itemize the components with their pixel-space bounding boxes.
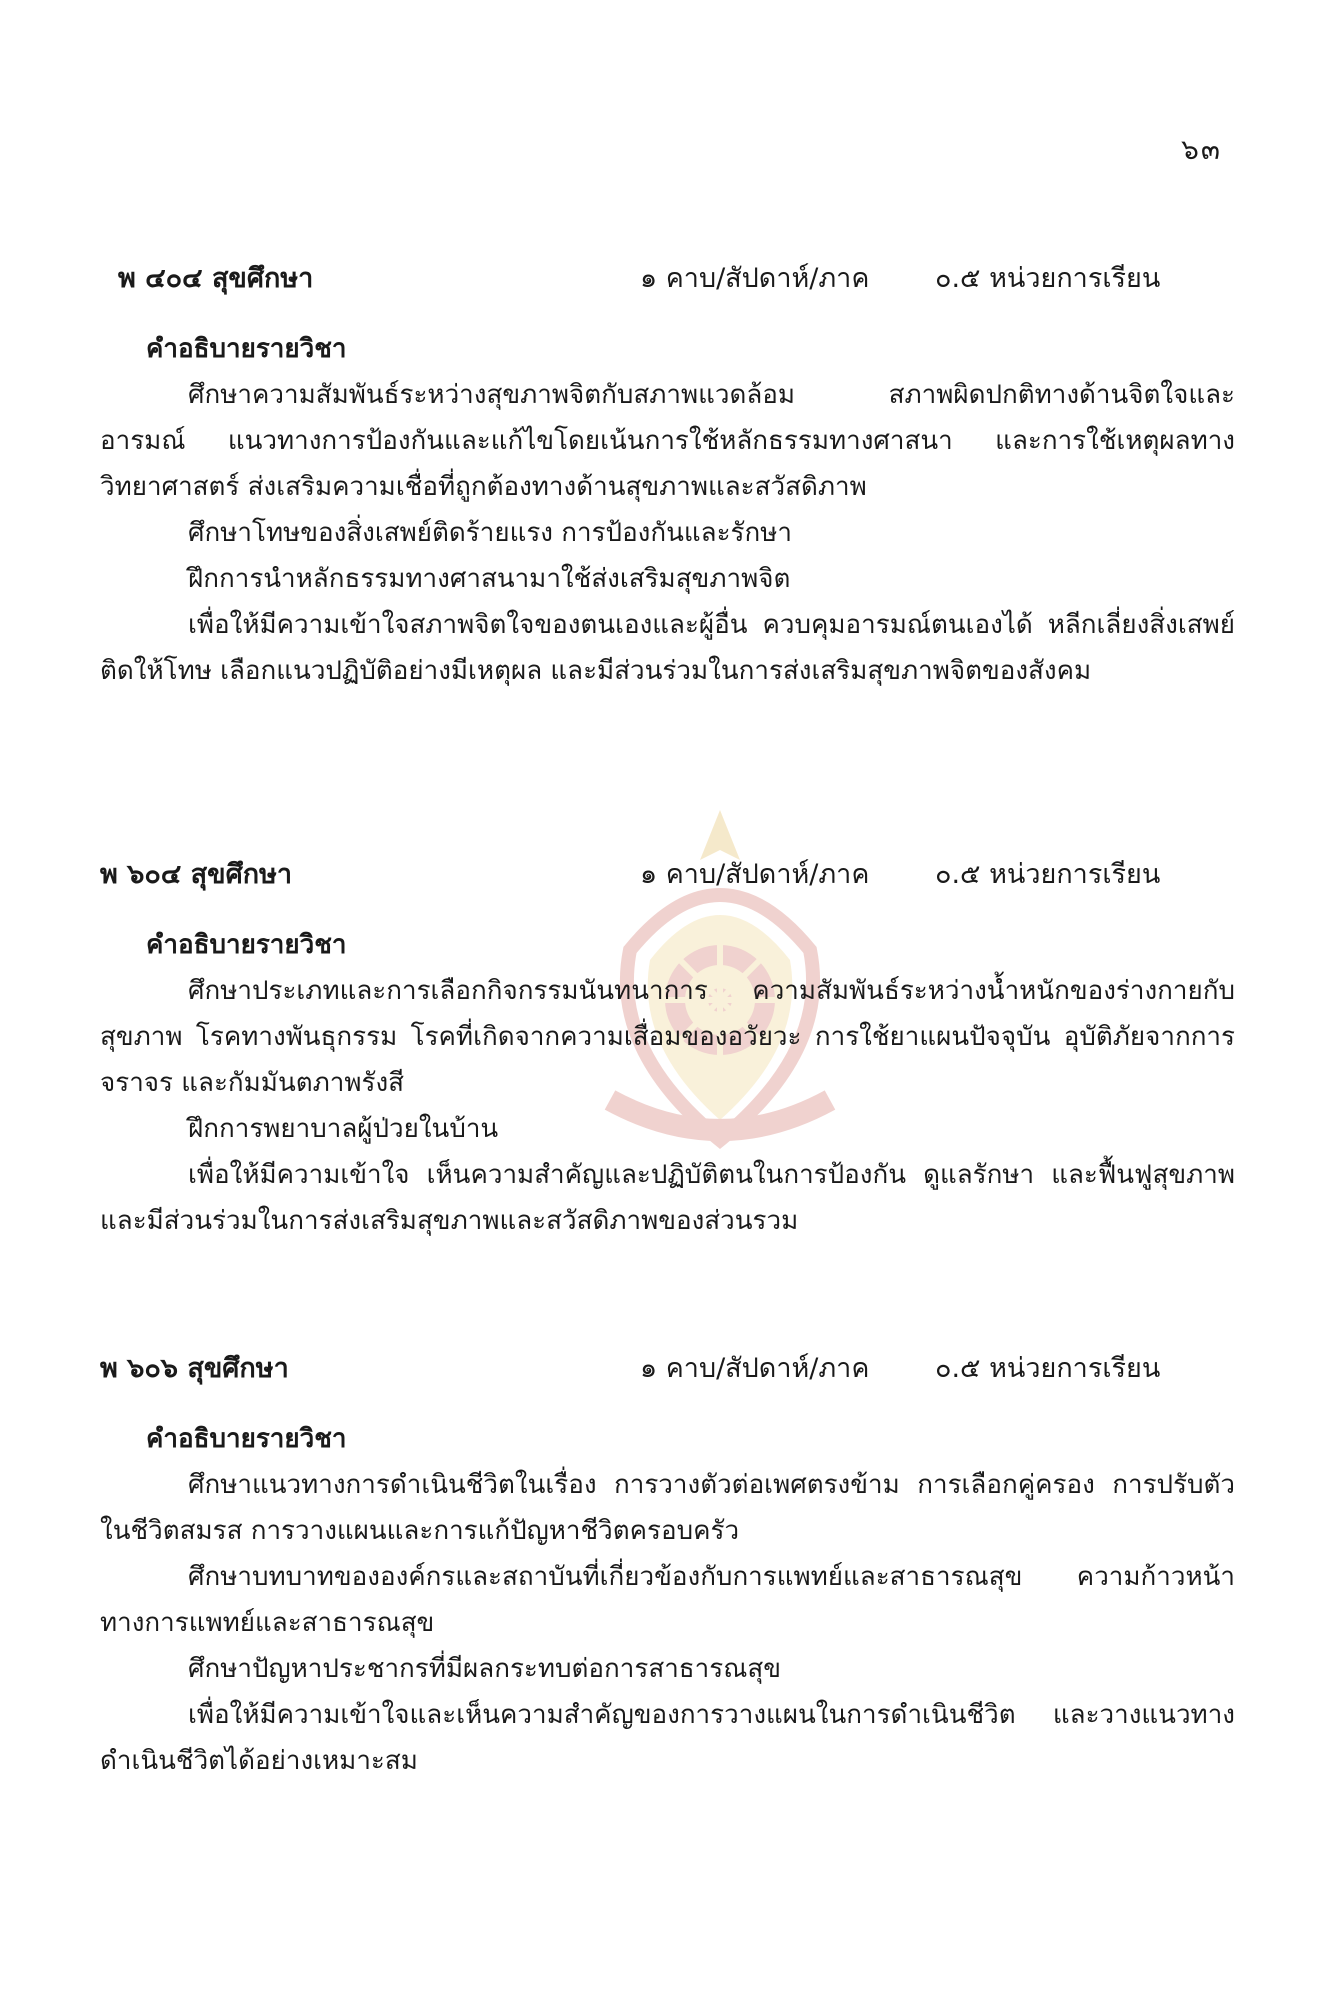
course-paragraph: ศึกษาโทษของสิ่งเสพย์ติดร้ายแรง การป้องกันและรักษา <box>188 518 792 548</box>
course-code: พ ๖๐๔ สุขศึกษา <box>100 859 293 890</box>
course-hours: ๑ คาบ/สัปดาห์/ภาค <box>640 1353 870 1384</box>
course-description-title: คำอธิบายรายวิชา <box>146 930 347 960</box>
course-code: พ ๔๐๔ สุขศึกษา <box>118 263 314 294</box>
course-heading <box>100 256 1235 300</box>
course-paragraph: เพื่อให้มีความเข้าใจและเห็นความสำคัญของการวางแผนในการดำเนินชีวิต และวางแนวทางดำเนินชีวิตได้อย่างเหมาะสม <box>100 1700 1235 1776</box>
course-paragraph: ฝึกการนำหลักธรรมทางศาสนามาใช้ส่งเสริมสุขภาพจิต <box>188 564 791 594</box>
course-paragraph: เพื่อให้มีความเข้าใจสภาพจิตใจของตนเองและผู้อื่น ควบคุมอารมณ์ตนเองได้ หลีกเลี่ยงสิ่งเสพย์ติดให้โทษ เลือกแนวปฏิบัติอย่างมีเหตุผล และมีส่วนร่วมในการส่งเสริมสุขภาพจิตของสังคม <box>100 610 1235 686</box>
course-credits: ๐.๕ หน่วยการเรียน <box>935 1353 1161 1384</box>
course-hours: ๑ คาบ/สัปดาห์/ภาค <box>640 263 870 294</box>
course-section-3 <box>100 1346 1235 1784</box>
course-paragraph: ศึกษาแนวทางการดำเนินชีวิตในเรื่อง การวางตัวต่อเพศตรงข้าม การเลือกคู่ครอง การปรับตัวในชีวิตสมรส การวางแผนและการแก้ปัญหาชีวิตครอบครัว <box>100 1470 1235 1546</box>
course-section-2 <box>100 852 1235 1244</box>
course-credits: ๐.๕ หน่วยการเรียน <box>935 859 1161 890</box>
course-paragraph: เพื่อให้มีความเข้าใจ เห็นความสำคัญและปฏิบัติตนในการป้องกัน ดูแลรักษา และฟื้นฟูสุขภาพ และมีส่วนร่วมในการส่งเสริมสุขภาพและสวัสดิภาพของส่วนรวม <box>100 1160 1235 1236</box>
course-description-title: คำอธิบายรายวิชา <box>146 334 347 364</box>
course-code: พ ๖๐๖ สุขศึกษา <box>100 1353 289 1384</box>
course-paragraph: ศึกษาบทบาทขององค์กรและสถาบันที่เกี่ยวข้องกับการแพทย์และสาธารณสุข ความก้าวหน้าทางการแพทย์และสาธารณสุข <box>100 1562 1235 1638</box>
course-paragraph: ศึกษาความสัมพันธ์ระหว่างสุขภาพจิตกับสภาพแวดล้อม สภาพผิดปกติทางด้านจิตใจและอารมณ์ แนวทางการป้องกันและแก้ไขโดยเน้นการใช้หลักธรรมทางศาสนา และการใช้เหตุผลทางวิทยาศาสตร์ ส่งเสริมความเชื่อที่ถูกต้องทางด้านสุขภาพและสวัสดิภาพ <box>100 380 1235 502</box>
course-paragraph: ฝึกการพยาบาลผู้ป่วยในบ้าน <box>188 1114 499 1144</box>
course-section-1 <box>100 256 1235 694</box>
course-hours: ๑ คาบ/สัปดาห์/ภาค <box>640 859 870 890</box>
course-heading <box>100 852 1235 896</box>
course-description-title: คำอธิบายรายวิชา <box>146 1424 347 1454</box>
course-paragraph: ศึกษาประเภทและการเลือกกิจกรรมนันทนาการ ความสัมพันธ์ระหว่างน้ำหนักของร่างกายกับสุขภาพ โรคทางพันธุกรรม โรคที่เกิดจากความเสื่อมของอวัยวะ การใช้ยาแผนปัจจุบัน อุบัติภัยจากการจราจร และกัมมันตภาพรังสี <box>100 976 1235 1098</box>
course-paragraph: ศึกษาปัญหาประชากรที่มีผลกระทบต่อการสาธารณสุข <box>188 1654 781 1684</box>
page-number: ๖๓ <box>1181 133 1222 166</box>
course-heading <box>100 1346 1235 1390</box>
course-credits: ๐.๕ หน่วยการเรียน <box>935 263 1161 294</box>
